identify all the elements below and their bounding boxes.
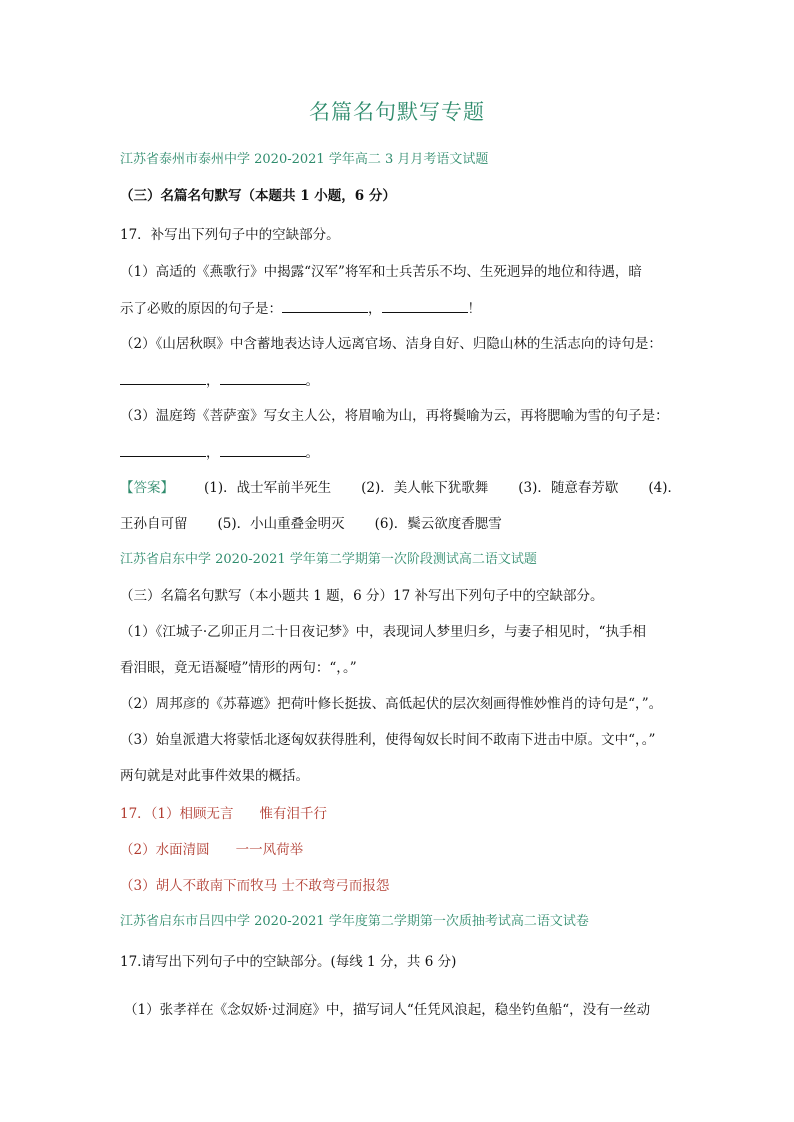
separator: ， bbox=[206, 373, 220, 389]
answer-item: (2)．美人帐下犹歌舞 bbox=[361, 480, 489, 496]
separator: ， bbox=[368, 301, 382, 317]
answer-line-1 bbox=[120, 478, 681, 498]
page-title: 名篇名句默写专题 bbox=[309, 100, 485, 124]
answer-line-2 bbox=[120, 514, 502, 534]
source-line-1: 江苏省泰州市泰州中学 2020-2021 学年高二 3 月月考语文试题 bbox=[120, 152, 489, 167]
answer-blank bbox=[282, 298, 368, 313]
answer-line bbox=[120, 804, 327, 824]
answer-tag: 【答案】 bbox=[120, 480, 174, 496]
answer-blank bbox=[120, 442, 206, 457]
source-line-2: 江苏省启东中学 2020-2021 学年第二学期第一次阶段测试高二语文试题 bbox=[120, 552, 537, 567]
answer-item: 王孙自可留 bbox=[120, 516, 188, 532]
answer-item: （3）胡人不敢南下而牧马 士不敢弯弓而报怨 bbox=[120, 878, 390, 894]
answer-blank bbox=[220, 370, 306, 385]
item-1-line-1: （1）高适的《燕歌行》中揭露“汉军”将军和士兵苦乐不均、生死迥异的地位和待遇，暗 bbox=[120, 264, 642, 280]
item-1-line-2: 看泪眼，竟无语凝噎”情形的两句：“，。” bbox=[120, 660, 357, 676]
answer-line bbox=[120, 876, 389, 896]
separator: ， bbox=[206, 445, 220, 461]
answer-item: (4)． bbox=[648, 480, 681, 496]
end-mark: ！ bbox=[467, 301, 481, 317]
question-17: 17.请写出下列句子中的空缺部分。(每线 1 分，共 6 分) bbox=[120, 954, 457, 970]
end-mark: 。 bbox=[305, 445, 319, 461]
item-3-line-1: （3）温庭筠《菩萨蛮》写女主人公，将眉喻为山，再将鬓喻为云，再将腮喻为雪的句子是： bbox=[120, 408, 669, 424]
item-2-line-1: （2）《山居秋暝》中含蓄地表达诗人远离官场、洁身自好、归隐山林的生活志向的诗句是： bbox=[120, 336, 662, 352]
question-17: 17．补写出下列句子中的空缺部分。 bbox=[120, 227, 340, 243]
answer-item: (3)．随意春芳歇 bbox=[518, 480, 619, 496]
answer-item: 惟有泪千行 bbox=[259, 806, 328, 822]
item-1-line-1: （1）张孝祥在《念奴娇·过洞庭》中，描写词人“任凭风浪起，稳坐钓鱼船“，没有一丝动 bbox=[124, 1002, 651, 1018]
section-heading-1: （三）名篇名句默写（本题共 1 小题，6 分） bbox=[120, 188, 396, 204]
item-3-line-2 bbox=[120, 442, 319, 463]
item-1-prompt: 示了必败的原因的句子是： bbox=[120, 301, 282, 317]
answer-item: 17．（1）相顾无言 bbox=[120, 806, 234, 822]
answer-line bbox=[120, 840, 303, 860]
answer-item: 一一风荷举 bbox=[235, 842, 304, 858]
end-mark: 。 bbox=[305, 373, 319, 389]
item-3-line-2: 两句就是对此事件效果的概括。 bbox=[120, 768, 309, 784]
answer-blank bbox=[120, 370, 206, 385]
section-heading-2: （三）名篇名句默写（本小题共 1 题，6 分）17 补写出下列句子中的空缺部分。 bbox=[120, 588, 604, 604]
item-1-line-1: （1）《江城子·乙卯正月二十日夜记梦》中，表现词人梦里归乡，与妻子相见时，“执手相 bbox=[120, 624, 647, 640]
item-2-line-1: （2）周邦彦的《苏幕遮》把荷叶修长挺拔、高低起伏的层次刻画得惟妙惟肖的诗句是“，”。 bbox=[120, 696, 663, 712]
item-3-line-1: （3）始皇派遣大将蒙恬北逐匈奴获得胜利，使得匈奴长时间不敢南下进击中原。文中“，。” bbox=[120, 732, 656, 748]
item-1-line-2 bbox=[120, 298, 481, 319]
item-2-line-2 bbox=[120, 370, 319, 391]
source-line-3: 江苏省启东市吕四中学 2020-2021 学年度第二学期第一次质抽考试高二语文试卷 bbox=[120, 914, 589, 929]
answer-item: （2）水面清圆 bbox=[120, 842, 210, 858]
answer-item: (1)．战士军前半死生 bbox=[204, 480, 332, 496]
answer-item: (5)．小山重叠金明灭 bbox=[217, 516, 345, 532]
answer-blank bbox=[382, 298, 468, 313]
answer-item: (6)．鬓云欲度香腮雪 bbox=[374, 516, 502, 532]
answer-blank bbox=[220, 442, 306, 457]
